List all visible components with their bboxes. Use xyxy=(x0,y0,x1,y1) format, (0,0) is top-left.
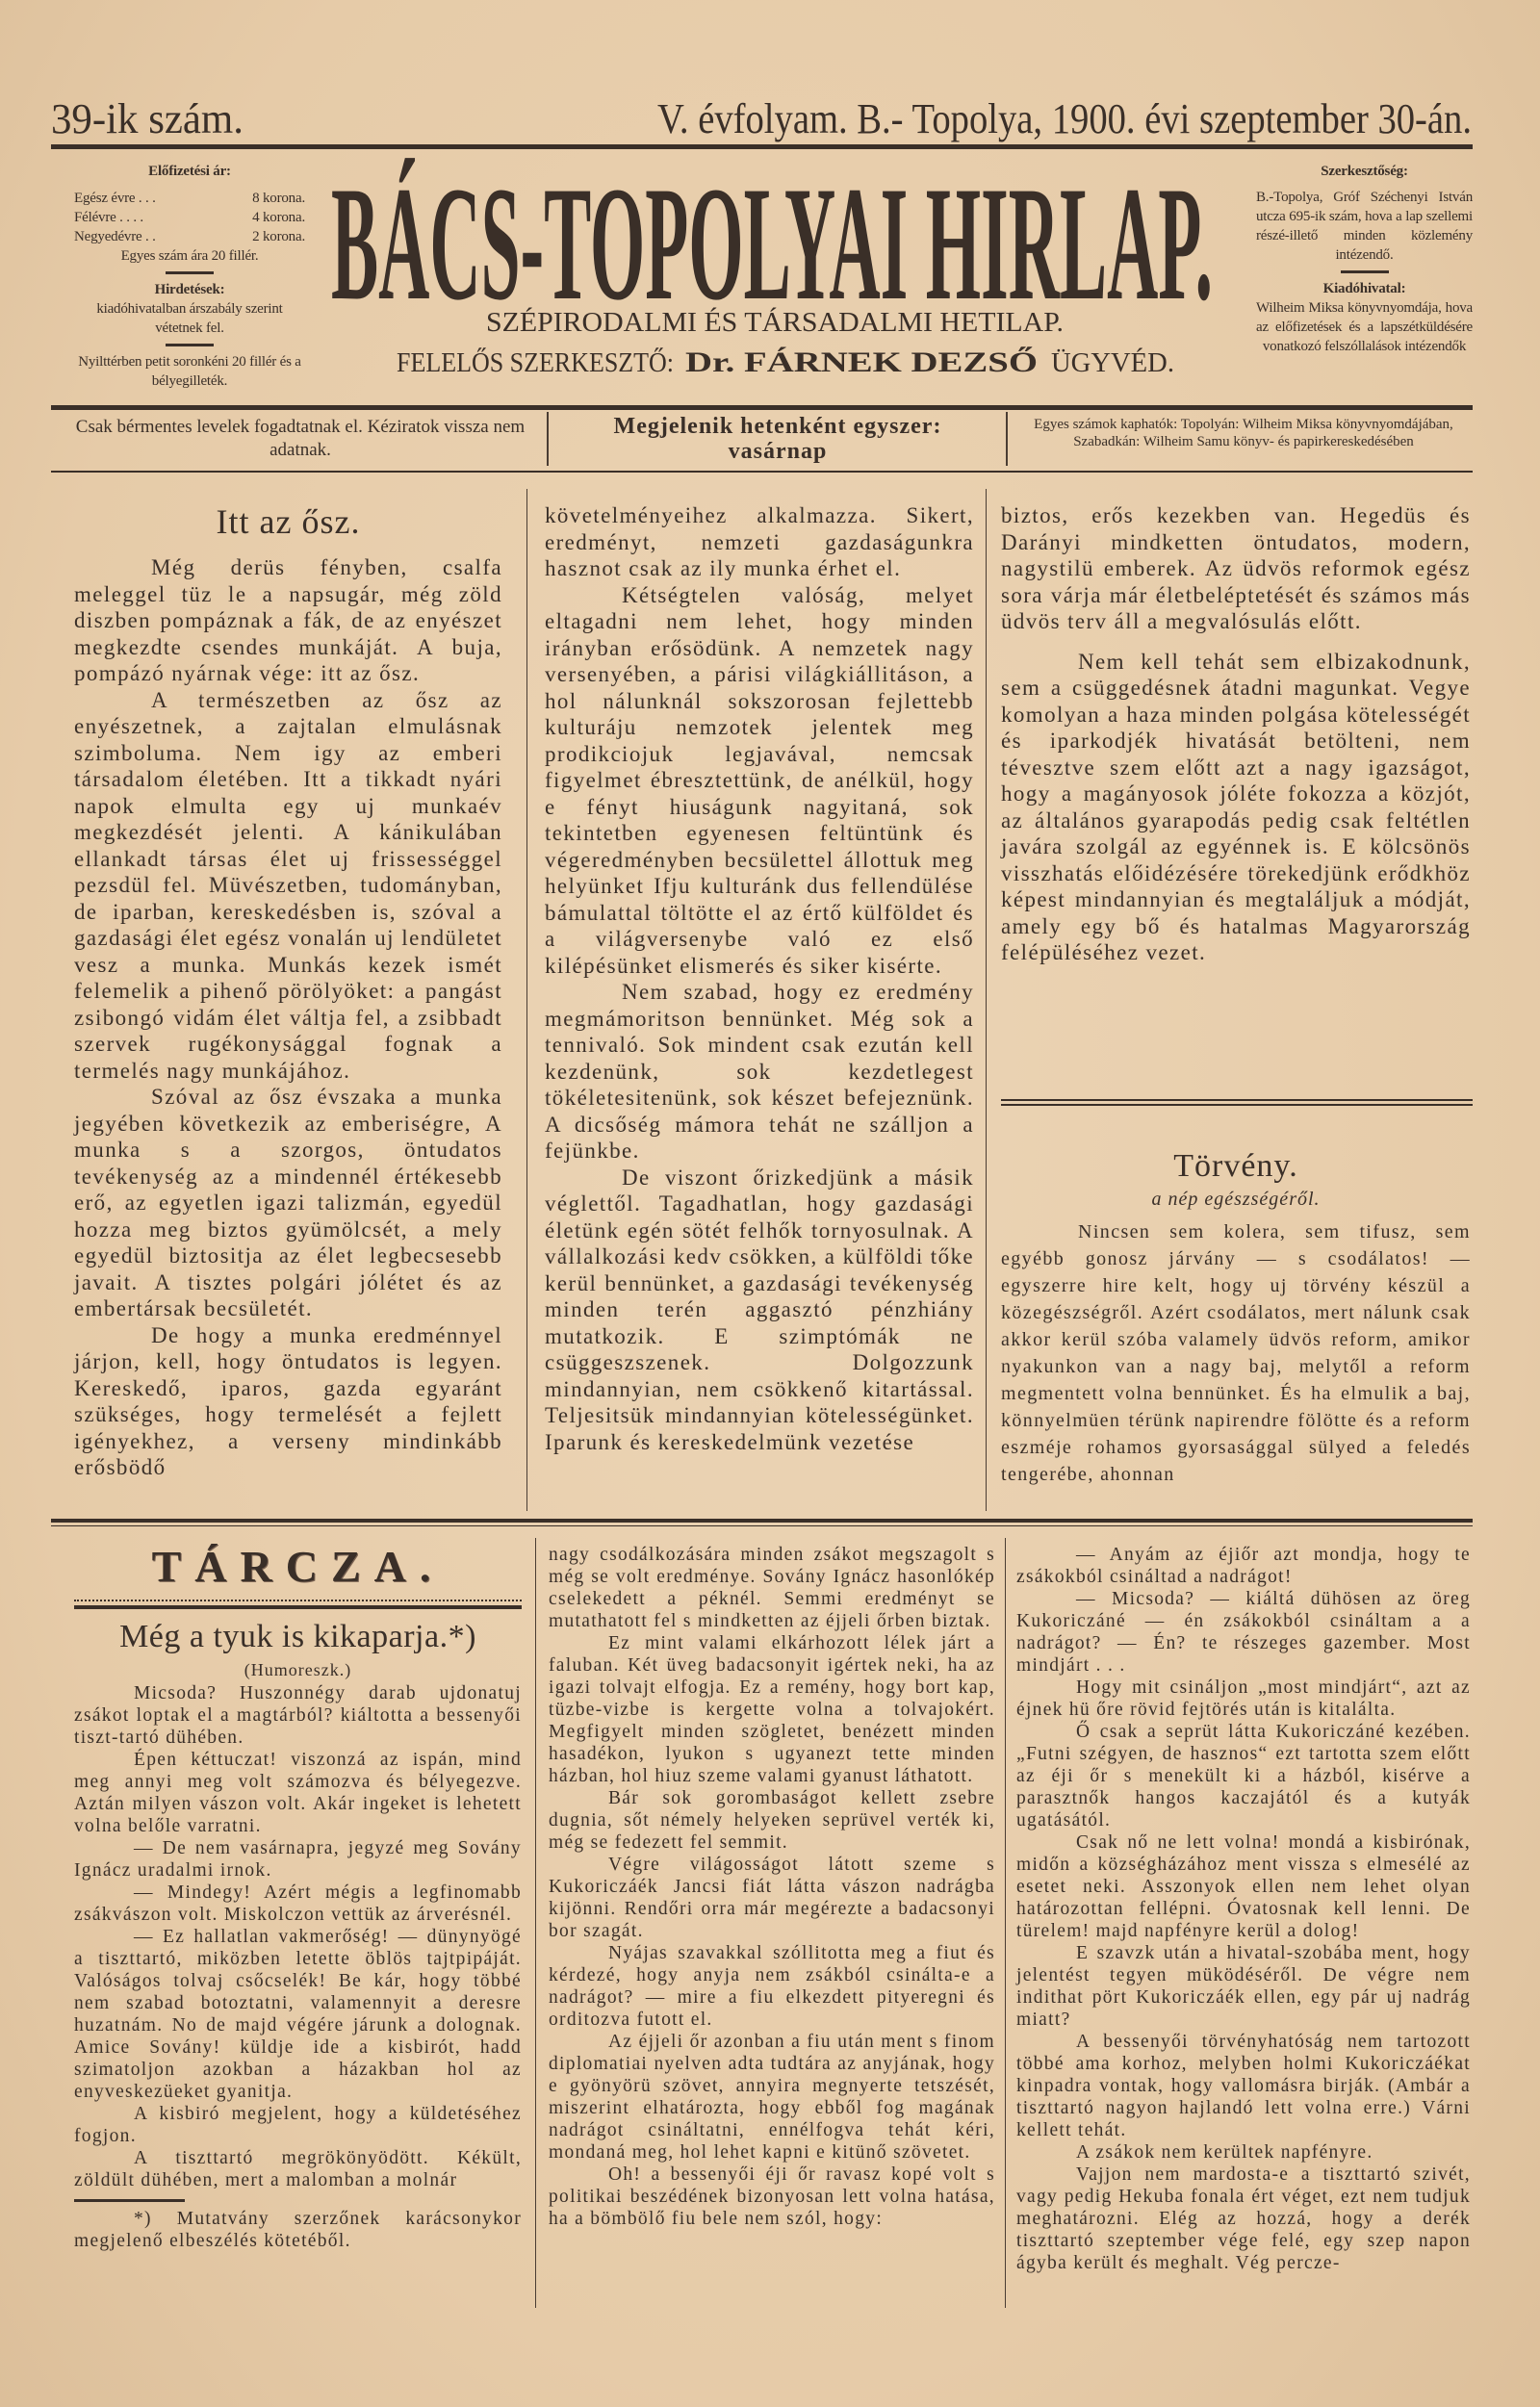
paragraph: Hogy mit csináljon „most mindjárt“, azt az éjnek hü őre rövid fejtörés után is kitalálta. xyxy=(1016,1677,1471,1720)
paragraph: Végre világosságot látott szeme s Kukoriczáék Jancsi fiát látta vászon nadrágba kijönni. Rendőri orra már megérezte a badacsonyi bor szagát. xyxy=(549,1855,995,1941)
paragraph: Épen kéttuczat! viszonzá az ispán, mind meg annyi meg volt számozva és bélyegezve. Aztán milyen vászon volt. Akár ingeket is lehetett volna belőle varratni. xyxy=(74,1750,522,1836)
story-title: Még a tyuk is kikaparja.*) xyxy=(119,1619,476,1654)
masthead-subtitle xyxy=(486,306,1068,337)
paragraph: Csak nő ne lett volna! mondá a kisbirónak, midőn a községházához ment vissza s elmesélé az esetet neki. Asszonyok ellen nem lehet olyan határozottan fellépni. Óvatosnak kell lenni. De türelem! majd napfényre kerül a dolog! xyxy=(1016,1832,1471,1941)
svg-text:FELELŐS SZERKESZTŐ:: FELELŐS SZERKESZTŐ: xyxy=(397,348,674,378)
letters-notice: Csak bérmentes levelek fogadtatnak el. Kéziratok vissza nem adatnak. xyxy=(75,417,526,460)
article-title: Itt az ősz. xyxy=(216,502,361,541)
editor-prefix xyxy=(397,345,676,377)
price-row xyxy=(74,227,305,246)
paragraph: Még derüs fényben, csalfa meleggel tüz le a napsugár, még zöld diszben pompáznak a fák, de az enyészet megkezdte csendes munkáját. A buja, pompázó nyárnak vége: itt az ősz. xyxy=(74,555,502,685)
paragraph: biztos, erős kezekben van. Hegedüs és Darányi mindketten öntudatos, modern, nagystilü emberek. Az üdvös reformok egész sora várja már életbeléptetését és számos más üdvös terv áll a megvalósulás előtt. xyxy=(1001,503,1471,633)
divider xyxy=(547,412,549,466)
publisher-text: Wilheim Miksa könyvnyomdája, hova az előfizetések és a lapszétküldésére vonatkozó felszóllalások intézendők xyxy=(1256,300,1473,354)
paragraph: követelményeihez alkalmazza. Sikert, eredményt, nemzeti gazdaságunkra hasznot csak az ily munka érhet el. xyxy=(545,503,974,580)
subscription-info xyxy=(74,162,305,391)
sales-points: Egyes számok kaphatók: Topolyán: Wilheim Miksa könyvnyomdájában, Szabadkán: Wilheim Samu könyv- és papirkereskedésében xyxy=(1034,417,1453,449)
paragraph: Nincsen sem kolera, sem tifusz, sem egyébb gonosz járvány — s csodálatos! — egyszerre hire kelt, hogy uj törvény készül a közegészségről. Azért csodálatos, mert nálunk csak akkor kerül szóba valamely üdvös reform, amikor nyakunkon van a nagy baj, melytől a reform megmentett volna bennünket. És ha elmulik a baj, könnyelmüen térünk napirendre fölötte és a reform eszméje rohamos gyorsasággal sülyed a feledés tengerébe, ahonnan xyxy=(1001,1221,1471,1485)
section-rule xyxy=(51,1525,1473,1526)
paragraph: — De nem vasárnapra, jegyzé meg Sovány Ignácz uradalmi irnok. xyxy=(74,1838,522,1881)
editorial-info xyxy=(1256,162,1473,356)
publisher-heading: Kiadóhivatal: xyxy=(1322,281,1406,296)
article-end-rule xyxy=(1001,1099,1473,1101)
ads-heading: Hirdetések: xyxy=(154,282,225,297)
paragraph: Nyájas szavakkal szóllitotta meg a fiut és kérdezé, hogy anyja nem zsákból csinálta-e a nadrágot? — mire a fiu elkezdett pityeregni és orditozva futott el. xyxy=(549,1943,995,2030)
paragraph: De hogy a munka eredménnyel járjon, kell, hogy öntudatos is legyen. Kereskedő, iparos, gazda egyaránt szükséges, hogy termelését a fejlett igényekhez, a verseny mindinkább erősbödő xyxy=(74,1322,502,1479)
price-value: 2 korona. xyxy=(252,229,305,244)
svg-text:SZÉPIRODALMI ÉS TÁRSADALMI HET: SZÉPIRODALMI ÉS TÁRSADALMI HETILAP. xyxy=(486,308,1064,338)
paragraph: Vajjon nem mardosta-e a tiszttartó szivét, vagy pedig Hekuba fonala ért véget, ezt nem tudjuk meghatározni. Elég az hozzá, hogy a derék tiszttartó szeptember vége felé, egy szep napon ágyba került és meghalt. Vég percze- xyxy=(1016,2164,1471,2273)
column-divider xyxy=(986,489,987,1511)
paragraph: Oh! a bessenyői éji őr ravasz kopé volt s politikai beszédének bizonyosan lett volna hatása, ha a bömbölő fiu bele nem szól, hogy: xyxy=(549,2164,995,2229)
editor-line xyxy=(397,345,1195,379)
paragraph: Nem kell tehát sem elbizakodnunk, sem a csüggedésnek átadni magunkat. Vegye komolyan a haza minden polgása kötelességét és iparkodjék hivatását betölteni, nem tévesztve szem előtt azt a nagy igazságot, hogy a magányosok jóléte fokozza a közjót, az általános gyarapodás pedig csak feltétlen javára szolgál az egyénnek is. E kölcsönös visszhatás előidézésére törekedjünk erődkhöz képest mindannyian és megtaláljuk a módját, amely egy bő és hatalmas Magyarország felépüléséhez vezet. xyxy=(1001,649,1471,964)
paragraph: — Ez hallatlan vakmerőség! — dünynyögé a tiszttartó, miközben letette öblös tajtpipáját. Valóságos tolvaj csőcselék! Be kár, hogy többé nem szabad botoztatni, valamennyit a deresre huzatnám. No de majd végére járunk a dolognak. Amice Sovány! küldje ide a kisbirót, hadd szimatoljon azokban a házakban hol az enyveskezüeket gyanitja. xyxy=(74,1927,522,2102)
notice-rule xyxy=(51,471,1473,473)
column-divider xyxy=(535,1538,536,2308)
price-row xyxy=(74,189,305,208)
paragraph: A kisbiró megjelent, hogy a küldetéséhez fogjon. xyxy=(74,2104,522,2146)
footnote: *) Mutatvány szerzőnek karácsonykor megjelenő elbeszélés kötetéből. xyxy=(74,2209,522,2251)
divider xyxy=(166,271,214,274)
paragraph: Az éjjeli őr azonban a fiu után ment s finom diplomatiai nyelven adta tudtára az anyjának, hogy e gyönyörü szövet, annyira megnyerte tetszését, miszerint elhatározta, hogy ebből fog magának nadrágot csináltatni, ennélfogva tehát kéri, mondaná meg, hol lehet kapni e kitünő szövetet. xyxy=(549,2032,995,2163)
editor-name xyxy=(685,345,1041,377)
paragraph: Nem szabad, hogy ez eredmény megmámoritson bennünket. Még sok a tennivaló. Sok mindent csak ezután kell kezdenünk, sok kezdetlegest tökéletesitenünk, sok készet befejeznünk. A dicsőség mámora tehát ne szálljon a fejünkbe. xyxy=(545,980,974,1163)
paragraph: De viszont őrizkedjünk a másik véglettől. Tagadhatlan, hogy gazdasági életünk egén sötét felhők tornyosulnak. A vállalkozási kedv csökken, a külföldi tőke kerül bennünket, a gazdasági tevékenység minden terén aggasztó pénzhiány mutatkozik. E szimptómák ne csüggeszszenek. Dolgozzunk mindannyian, nem csökkenő kitartással. Teljesitsük mindannyian kötelességünket. Iparunk és kereskedelmünk vezetése xyxy=(545,1165,974,1454)
single-price: Egyes szám ára 20 fillér. xyxy=(120,248,259,264)
feuilleton-col1 xyxy=(74,1617,522,2348)
paragraph: — Anyám az éjiőr azt mondja, hogy te zsákokból csináltad a nadrágot! xyxy=(1016,1545,1471,1587)
article-title: Törvény. xyxy=(1173,1148,1298,1184)
paragraph: A zsákok nem kerültek napfényre. xyxy=(1076,2142,1373,2163)
editor-title xyxy=(1051,345,1176,377)
editorial-address: B.-Topolya, Gróf Széchenyi István utcza 695-ik szám, hova a lap szellemi részé-illető minden közlemény intézendő. xyxy=(1256,190,1473,263)
dateline xyxy=(657,92,1476,142)
issue-number xyxy=(51,92,253,142)
price-label: Félévre . . . . xyxy=(74,210,143,225)
divider xyxy=(1341,270,1389,273)
paragraph: — Micsoda? — kiáltá dühösen az öreg Kukoriczáné — én zsákokból csináltam a a nadrágot? — Én? te részeges gazember. Most mindjárt . . . xyxy=(1016,1589,1471,1676)
footnote-rule xyxy=(74,2199,185,2202)
article-autumn-col1 xyxy=(74,502,502,1513)
article-end-rule xyxy=(1001,1104,1473,1106)
feuilleton-col3 xyxy=(1016,1544,1471,2304)
paragraph: A természetben az ősz az enyészetnek, a zajtalan elmulásnak szimboluma. Nem igy az emberi társadalom életében. Itt a tikkadt nyári napok elmulta egy uj munkaév megkezdését jelenti. A kánikulában ellankadt társas élet uj frissességgel pezsdül fel. Müvészetben, tudományban, de iparban, kereskedésben is, szóval a gazdasági élet egész vonalán uj lendületet vesz a munka. Munkás kezek ismét felemelik a pihenő pörölyöket: a pangást zsibongó vidám élet váltja fel, a zsibbadt szervek rugékonysággal fognak a termelés nagy munkájához. xyxy=(74,687,502,1083)
paragraph: Micsoda? Huszonnégy darab ujdonatuj zsákot loptak el a magtárból? kiáltotta a bessenyői tiszt-tartó dühében. xyxy=(74,1683,522,1748)
paragraph: E szavzk után a hivatal-szobába ment, hogy jelentést tegyen müködéséről. De végre nem indithat pört Kukoriczáék ellen, egy pár uj nadrág miatt? xyxy=(1016,1943,1471,2030)
publication-frequency xyxy=(556,414,999,464)
frequency-label: Megjelenik hetenként egyszer: xyxy=(613,414,942,439)
masthead-rule xyxy=(51,405,1473,410)
article-autumn-col3 xyxy=(1001,502,1471,1070)
dotted-rule xyxy=(74,1600,522,1601)
price-label: Egész évre . . . xyxy=(74,191,156,206)
column-divider xyxy=(1005,1538,1006,2308)
divider xyxy=(1006,412,1008,466)
section-rule xyxy=(51,1519,1473,1523)
feuilleton-section-title: TÁRCZA. xyxy=(151,1542,445,1591)
editorial-heading: Szerkesztőség: xyxy=(1321,164,1408,179)
price-value: 4 korona. xyxy=(252,210,305,225)
column-divider xyxy=(526,489,527,1511)
paragraph: Ő csak a seprüt látta Kukoriczáné kezében. „Futni szégyen, de hasznos“ ezt tartotta szem előtt az éji őr s menekült ki a házból, kisérve a parasztnők hangos kaczajától és a kutyák ugatásától. xyxy=(1016,1722,1471,1831)
header-rule xyxy=(51,144,1473,149)
divider xyxy=(166,344,214,346)
paragraph: nagy csodálkozására minden zsákot megszagolt s még se volt eredménye. Sovány Ignácz hasonlókép cselekedett a péknél. Semmi eredményt se mutathatott fel s mindketten az éjjeli őrben biztak. xyxy=(549,1545,995,1631)
open-space-text: Nyilttérben petit soronkéni 20 fillér és a bélyegilleték. xyxy=(78,354,301,389)
paragraph: A bessenyői törvényhatóság nem tartozott többé ama korhoz, melyben holmi Kukoriczáékat kinpadra vontak, hogy vallomásra birják. (Ambár a tiszttartó nagyon hajlandó lett volna erre.) Várni kellett tehát. xyxy=(1016,2032,1471,2140)
article-autumn-col2 xyxy=(545,502,974,1513)
story-genre: (Humoreszk.) xyxy=(244,1660,352,1679)
paragraph: Kétségtelen valóság, melyet eltagadni nem lehet, hogy minden irányban erősödünk. A nemzetek nagy versenyében, a párisi világkiállitáson, a hol nálunknál sokszorosan fejlettebb kulturáju nemzotek jelentek meg prodikciojuk legjavával, nemcsak figyelmet ébresztettünk, de anélkül, hogy e fényt hiuságunk nagyitaná, sok tekintetben egyenesen feltüntünk és végeredményben becsülettel állottuk meg helyünket Ifju kulturánk dus fellendülése bámulattal töltötte el az értő külföldet és a világversenybe való ez első kilépésünket elismerés és siker kisérte. xyxy=(545,582,974,978)
svg-text:39-ik szám.: 39-ik szám. xyxy=(51,95,244,142)
paragraph: Szóval az ősz évszaka a munka jegyében következik az emberiségre, A munka s a szorgos, öntudatos tevékenység az a mindennél értékesebb erő, az egyetlen igazi talizmán, egyedül hozza meg biztos gyümölcsét, a mely egyedül biztositja az élet legbecsesebb javait. A tisztes polgári jólétet és az embertársak becsületét. xyxy=(74,1085,502,1320)
ads-text: kiadóhivatalban árszabály szerint vétetnek fel. xyxy=(96,301,283,336)
paragraph: — Mindegy! Azért mégis a legfinomabb zsákvászon volt. Miskolczon vettük az árverésnél. xyxy=(74,1882,522,1925)
paragraph: Ez mint valami elkárhozott lélek járt a faluban. Két üveg badacsonyit igértek neki, ha az igazi tolvajt elfogja. Ez a remény, hogy bort kap, tüzbe-vizbe is kergette volna a tolvajokért. Megfigyelt minden szögletet, benézett minden hasadékon, lyukon s ugyanezt tette minden házban, hol hiuz szeme valami gyanust láthatott. xyxy=(549,1633,995,1786)
price-label: Negyedévre . . xyxy=(74,229,156,244)
article-law xyxy=(1001,1147,1471,1513)
svg-text:Dr. FÁRNEK DEZSŐ: Dr. FÁRNEK DEZSŐ xyxy=(685,346,1038,378)
svg-text:BÁCS-TOPOLYAI HIRLAP.: BÁCS-TOPOLYAI HIRLAP. xyxy=(331,153,1213,334)
feuilleton-rule xyxy=(74,1605,522,1609)
svg-text:ÜGYVÉD.: ÜGYVÉD. xyxy=(1051,348,1174,378)
frequency-day: vasárnap xyxy=(728,439,828,464)
article-subtitle: a nép egészségéről. xyxy=(1151,1189,1321,1210)
feuilleton-col2 xyxy=(549,1544,995,2304)
paragraph: Bár sok gorombaságot kellett zsebre dugnia, sőt némely helyeken seprüvel verték ki, még se fedezett fel semmit. xyxy=(549,1788,995,1853)
subscription-heading: Előfizetési ár: xyxy=(148,164,231,179)
price-value: 8 korona. xyxy=(252,191,305,206)
paragraph: A tiszttartó megrökönyödött. Kékült, zöldült dühében, mert a malomban a molnár xyxy=(74,2148,522,2190)
price-row xyxy=(74,208,305,227)
svg-text:V. évfolyam. B.- Topolya, 1900: V. évfolyam. B.- Topolya, 1900. évi szeptember 30-án. xyxy=(657,95,1472,142)
